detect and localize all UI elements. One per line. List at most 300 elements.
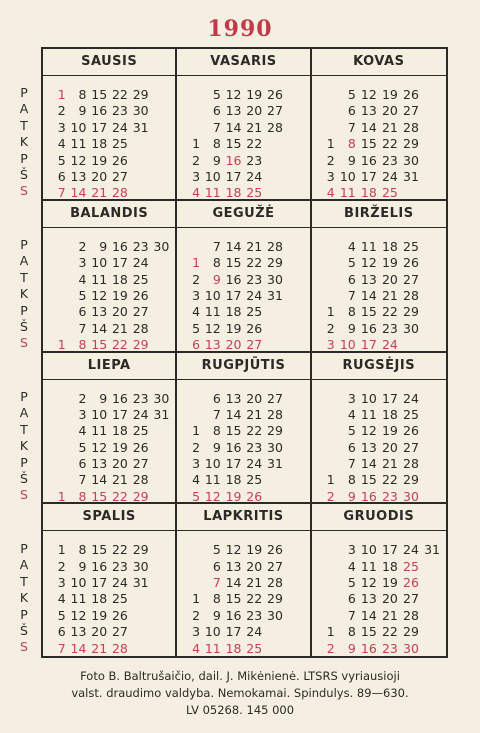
day-number: 8	[78, 488, 87, 504]
day-number: 29	[132, 542, 149, 558]
day-number: 28	[403, 456, 419, 472]
month-block	[177, 49, 311, 201]
day-number: 3	[57, 575, 66, 591]
weekday-label: T	[20, 573, 28, 589]
day-number: 17	[91, 119, 108, 135]
day-number: 23	[132, 390, 149, 406]
day-number: 7	[78, 320, 87, 336]
day-number: 26	[246, 320, 263, 336]
day-number: 18	[91, 136, 108, 152]
day-number: 12	[204, 320, 221, 336]
day-number: 4	[192, 185, 201, 201]
day-number: 14	[225, 575, 242, 591]
day-number: 6	[78, 304, 87, 320]
month-days	[316, 87, 442, 202]
weekday-labels	[12, 237, 36, 352]
day-number: 21	[246, 406, 263, 422]
day-number: 5	[347, 423, 356, 439]
day-number: 24	[132, 255, 149, 271]
day-number: 10	[204, 287, 221, 303]
day-number: 16	[91, 558, 108, 574]
day-number: 3	[78, 255, 87, 271]
day-number: 5	[192, 488, 201, 504]
day-number: 5	[347, 575, 356, 591]
day-number: 12	[360, 423, 377, 439]
day-number: 11	[204, 185, 221, 201]
day-number: 26	[246, 488, 263, 504]
day-number: 31	[267, 456, 283, 472]
day-number: 19	[91, 607, 108, 623]
day-number: 12	[360, 575, 377, 591]
day-number: 19	[111, 439, 128, 455]
day-number: 7	[57, 640, 66, 656]
day-number: 27	[403, 591, 419, 607]
day-number: 13	[360, 271, 377, 287]
day-number: 20	[381, 591, 398, 607]
day-number: 26	[267, 542, 283, 558]
day-number: 12	[70, 607, 87, 623]
day-number: 11	[204, 640, 221, 656]
day-number: 27	[132, 456, 149, 472]
weekday-labels	[12, 85, 36, 200]
day-number: 23	[381, 488, 398, 504]
day-number: 22	[111, 87, 128, 102]
day-number: 25	[246, 304, 263, 320]
day-number: 24	[246, 456, 263, 472]
day-number: 11	[70, 136, 87, 152]
day-number: 21	[91, 640, 108, 656]
day-number: 2	[78, 238, 87, 254]
day-number: 22	[111, 488, 128, 504]
weekday-label: S	[20, 183, 28, 199]
day-number: 9	[212, 271, 221, 287]
day-number: 7	[212, 406, 221, 422]
month-name: GEGUŽĖ	[177, 201, 309, 228]
day-number: 27	[267, 103, 283, 119]
day-number: 2	[57, 103, 66, 119]
day-number: 18	[381, 558, 398, 574]
day-number: 10	[70, 575, 87, 591]
day-number: 30	[403, 152, 419, 168]
day-number: 2	[326, 488, 335, 504]
day-number: 18	[225, 304, 242, 320]
day-number: 4	[347, 406, 356, 422]
day-number: 6	[212, 390, 221, 406]
day-number: 1	[326, 472, 335, 488]
day-number: 27	[246, 337, 263, 353]
day-number: 22	[246, 423, 263, 439]
weekday-label: T	[20, 269, 28, 285]
day-number: 19	[381, 87, 398, 102]
day-number: 13	[91, 456, 108, 472]
day-number: 6	[347, 271, 356, 287]
month-name: RUGPJŪTIS	[177, 353, 309, 380]
day-number: 18	[381, 238, 398, 254]
weekday-labels	[12, 541, 36, 656]
day-number: 16	[111, 390, 128, 406]
day-number: 4	[347, 238, 356, 254]
day-number: 13	[360, 439, 377, 455]
day-number: 16	[360, 488, 377, 504]
month-days	[47, 87, 171, 202]
day-number: 14	[70, 640, 87, 656]
weekday-label: P	[20, 85, 28, 100]
day-number: 2	[326, 640, 335, 656]
day-number: 21	[246, 238, 263, 254]
day-number: 25	[246, 185, 263, 201]
day-number: 21	[381, 607, 398, 623]
day-number: 21	[381, 456, 398, 472]
day-number: 8	[347, 304, 356, 320]
day-number: 13	[70, 168, 87, 184]
day-number: 14	[225, 119, 242, 135]
day-number: 24	[381, 168, 398, 184]
day-number: 5	[78, 439, 87, 455]
weekday-label: S	[20, 487, 28, 503]
day-number: 12	[204, 488, 221, 504]
day-number: 23	[132, 238, 149, 254]
day-number: 24	[403, 390, 419, 406]
day-number: 15	[225, 255, 242, 271]
day-number: 29	[132, 87, 149, 102]
day-number: 7	[212, 238, 221, 254]
weekday-label: K	[19, 438, 29, 454]
day-number: 8	[78, 87, 87, 102]
day-number: 29	[267, 423, 283, 439]
day-number: 20	[246, 390, 263, 406]
day-number: 10	[204, 456, 221, 472]
day-number: 2	[326, 320, 335, 336]
month-days	[181, 87, 305, 202]
day-number: 20	[111, 304, 128, 320]
day-number: 14	[225, 238, 242, 254]
day-number: 26	[403, 87, 419, 102]
day-number: 15	[91, 488, 108, 504]
day-number: 13	[91, 304, 108, 320]
day-number: 17	[225, 287, 242, 303]
day-number: 13	[360, 591, 377, 607]
day-number: 6	[212, 103, 221, 119]
day-number: 15	[225, 423, 242, 439]
day-number: 29	[267, 591, 283, 607]
day-number: 6	[347, 591, 356, 607]
day-number: 27	[403, 271, 419, 287]
day-number: 28	[267, 238, 283, 254]
day-number: 11	[360, 558, 377, 574]
day-number: 25	[381, 185, 398, 201]
day-number: 6	[347, 439, 356, 455]
day-number: 26	[111, 152, 128, 168]
day-number: 31	[403, 168, 419, 184]
day-number: 13	[360, 103, 377, 119]
day-number: 14	[360, 607, 377, 623]
weekday-labels	[12, 389, 36, 504]
day-number: 21	[111, 472, 128, 488]
day-number: 27	[132, 304, 149, 320]
day-number: 30	[153, 390, 170, 406]
day-number: 15	[91, 337, 108, 353]
day-number: 14	[360, 287, 377, 303]
day-number: 19	[381, 423, 398, 439]
month-days	[316, 542, 442, 657]
weekday-label: K	[19, 286, 29, 302]
day-number: 1	[57, 337, 66, 353]
day-number: 5	[57, 607, 66, 623]
day-number: 7	[347, 456, 356, 472]
day-number: 28	[111, 640, 128, 656]
day-number: 31	[267, 287, 283, 303]
day-number: 12	[91, 287, 108, 303]
day-number: 19	[111, 287, 128, 303]
day-number: 17	[360, 168, 377, 184]
day-number: 4	[57, 136, 66, 152]
day-number: 26	[132, 439, 149, 455]
day-number: 28	[111, 185, 128, 201]
day-number: 23	[111, 103, 128, 119]
day-number: 24	[111, 575, 128, 591]
month-block	[177, 353, 311, 505]
day-number: 18	[225, 185, 242, 201]
day-number: 21	[246, 119, 263, 135]
day-number: 26	[403, 423, 419, 439]
day-number: 29	[132, 337, 149, 353]
day-number: 4	[57, 591, 66, 607]
day-number: 7	[347, 119, 356, 135]
day-number: 20	[91, 624, 108, 640]
day-number: 25	[403, 406, 419, 422]
day-number: 25	[132, 423, 149, 439]
day-number: 10	[339, 168, 356, 184]
day-number: 22	[381, 624, 398, 640]
day-number: 30	[403, 488, 419, 504]
day-number: 14	[225, 406, 242, 422]
day-number: 17	[225, 168, 242, 184]
day-number: 17	[381, 390, 398, 406]
day-number: 23	[246, 152, 263, 168]
day-number: 15	[225, 136, 242, 152]
day-number: 10	[70, 119, 87, 135]
day-number: 6	[347, 103, 356, 119]
day-number: 20	[246, 103, 263, 119]
day-number: 14	[91, 472, 108, 488]
day-number: 31	[132, 575, 149, 591]
month-name: LAPKRITIS	[177, 504, 309, 531]
day-number: 29	[267, 255, 283, 271]
day-number: 25	[403, 238, 419, 254]
day-number: 1	[57, 87, 66, 102]
day-number: 15	[91, 542, 108, 558]
day-number: 3	[192, 287, 201, 303]
day-number: 21	[246, 575, 263, 591]
day-number: 19	[381, 575, 398, 591]
day-number: 29	[403, 624, 419, 640]
day-number: 4	[347, 558, 356, 574]
day-number: 30	[267, 439, 283, 455]
day-number: 3	[326, 168, 335, 184]
day-number: 28	[267, 119, 283, 135]
day-number: 28	[132, 472, 149, 488]
day-number: 12	[225, 87, 242, 102]
month-name: LIEPA	[43, 353, 175, 380]
day-number: 16	[225, 607, 242, 623]
day-number: 8	[347, 136, 356, 152]
day-number: 23	[381, 320, 398, 336]
day-number: 16	[360, 320, 377, 336]
day-number: 20	[225, 337, 242, 353]
day-number: 29	[403, 304, 419, 320]
day-number: 24	[246, 168, 263, 184]
day-number: 1	[192, 255, 201, 271]
day-number: 1	[57, 488, 66, 504]
month-block	[312, 353, 446, 505]
weekday-label: K	[19, 134, 29, 150]
day-number: 4	[326, 185, 335, 201]
day-number: 11	[91, 271, 108, 287]
day-number: 5	[212, 87, 221, 102]
day-number: 20	[381, 439, 398, 455]
day-number: 25	[111, 136, 128, 152]
weekday-label: P	[20, 454, 28, 470]
day-number: 7	[212, 119, 221, 135]
day-number: 24	[246, 624, 263, 640]
weekday-label: S	[20, 639, 28, 655]
day-number: 3	[192, 624, 201, 640]
day-number: 18	[111, 271, 128, 287]
day-number: 10	[91, 255, 108, 271]
day-number: 30	[403, 640, 419, 656]
day-number: 1	[326, 136, 335, 152]
day-number: 12	[360, 255, 377, 271]
weekday-label: Š	[20, 318, 28, 334]
day-number: 11	[360, 238, 377, 254]
day-number: 29	[132, 488, 149, 504]
day-number: 4	[192, 640, 201, 656]
day-number: 29	[403, 136, 419, 152]
month-name: SAUSIS	[43, 49, 175, 76]
month-block	[177, 201, 311, 353]
day-number: 1	[326, 304, 335, 320]
day-number: 11	[204, 304, 221, 320]
month-block	[177, 504, 311, 656]
day-number: 23	[246, 271, 263, 287]
day-number: 25	[111, 591, 128, 607]
day-number: 28	[403, 119, 419, 135]
month-days	[47, 391, 171, 506]
day-number: 5	[192, 320, 201, 336]
day-number: 25	[132, 271, 149, 287]
day-number: 4	[78, 271, 87, 287]
month-days	[181, 542, 305, 657]
day-number: 27	[403, 439, 419, 455]
day-number: 29	[403, 472, 419, 488]
weekday-label: Š	[20, 166, 28, 182]
month-name: BIRŽELIS	[312, 201, 446, 228]
day-number: 7	[78, 472, 87, 488]
day-number: 9	[99, 238, 108, 254]
month-name: SPALIS	[43, 504, 175, 531]
day-number: 8	[347, 624, 356, 640]
day-number: 5	[347, 87, 356, 102]
day-number: 6	[192, 337, 201, 353]
day-number: 16	[360, 152, 377, 168]
day-number: 18	[111, 423, 128, 439]
day-number: 16	[225, 271, 242, 287]
day-number: 11	[91, 423, 108, 439]
day-number: 14	[360, 119, 377, 135]
day-number: 22	[111, 542, 128, 558]
day-number: 18	[360, 185, 377, 201]
calendar-grid	[41, 47, 448, 658]
month-block	[43, 49, 177, 201]
day-number: 12	[70, 152, 87, 168]
day-number: 27	[403, 103, 419, 119]
weekday-label: Š	[20, 622, 28, 638]
day-number: 30	[132, 103, 149, 119]
day-number: 15	[225, 591, 242, 607]
day-number: 17	[111, 255, 128, 271]
day-number: 9	[212, 152, 221, 168]
day-number: 18	[225, 640, 242, 656]
day-number: 9	[347, 640, 356, 656]
day-number: 6	[212, 558, 221, 574]
month-name: RUGSĖJIS	[312, 353, 446, 380]
day-number: 19	[381, 255, 398, 271]
day-number: 27	[267, 390, 283, 406]
day-number: 8	[347, 472, 356, 488]
day-number: 17	[111, 406, 128, 422]
day-number: 14	[70, 185, 87, 201]
day-number: 31	[153, 406, 170, 422]
day-number: 21	[381, 287, 398, 303]
day-number: 9	[212, 439, 221, 455]
weekday-label: A	[19, 557, 29, 573]
day-number: 4	[192, 472, 201, 488]
day-number: 1	[192, 423, 201, 439]
day-number: 4	[192, 304, 201, 320]
day-number: 25	[246, 472, 263, 488]
day-number: 18	[225, 472, 242, 488]
weekday-label: P	[20, 150, 28, 166]
day-number: 9	[347, 152, 356, 168]
day-number: 23	[111, 558, 128, 574]
month-block	[43, 201, 177, 353]
day-number: 8	[78, 542, 87, 558]
day-number: 22	[246, 591, 263, 607]
footer-line-2: valst. draudimo valdyba. Nemokamai. Spindulys. 89—630.	[71, 686, 409, 700]
day-number: 2	[192, 152, 201, 168]
month-name: KOVAS	[312, 49, 446, 76]
day-number: 19	[225, 320, 242, 336]
day-number: 1	[192, 136, 201, 152]
day-number: 26	[111, 607, 128, 623]
weekday-label: A	[19, 405, 29, 421]
day-number: 16	[111, 238, 128, 254]
day-number: 7	[347, 287, 356, 303]
weekday-label: S	[20, 335, 28, 351]
weekday-label: T	[20, 117, 28, 133]
day-number: 21	[111, 320, 128, 336]
day-number: 16	[360, 640, 377, 656]
day-number: 15	[360, 136, 377, 152]
day-number: 25	[246, 640, 263, 656]
day-number: 27	[267, 558, 283, 574]
day-number: 8	[212, 255, 221, 271]
day-number: 30	[153, 238, 170, 254]
day-number: 18	[91, 591, 108, 607]
day-number: 22	[246, 255, 263, 271]
day-number: 26	[403, 255, 419, 271]
day-number: 7	[57, 185, 66, 201]
